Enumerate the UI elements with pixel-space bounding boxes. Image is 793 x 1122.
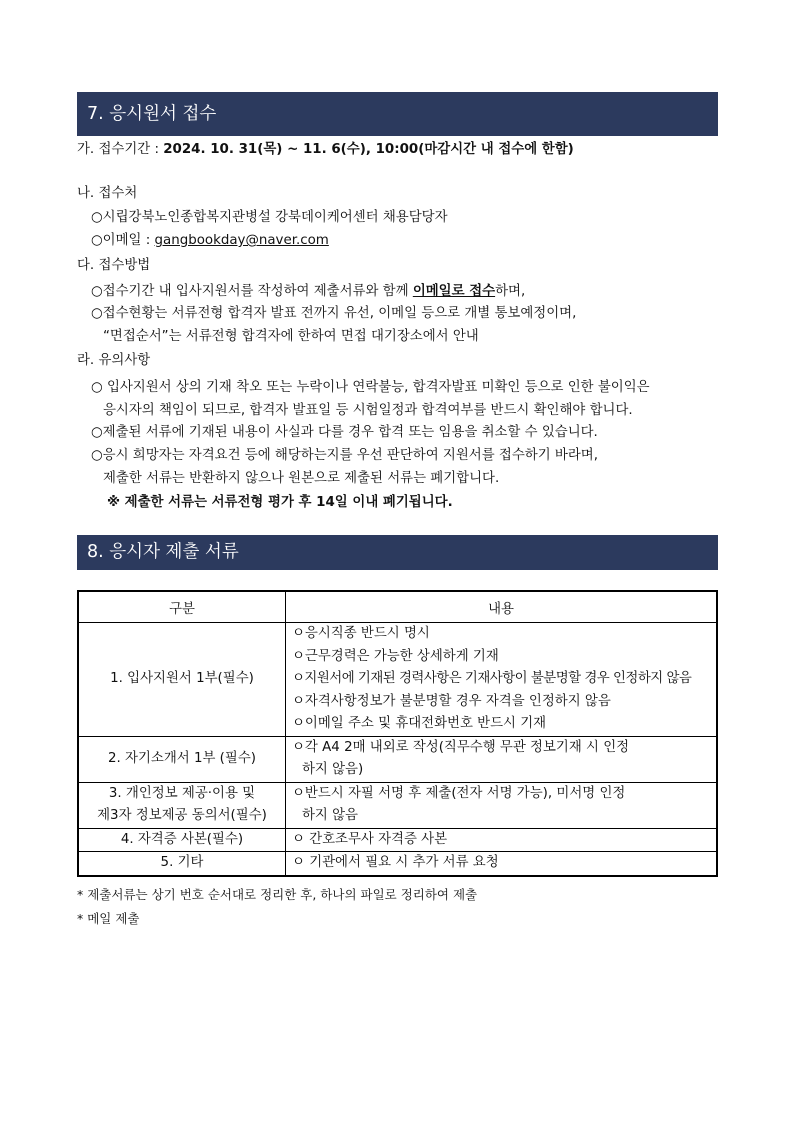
category-text: 5. 기타: [160, 855, 204, 870]
row-content: [286, 852, 718, 876]
method-line-3: “면접순서”는 서류전형 합격자에 한하여 면접 대기장소에서 안내: [103, 329, 479, 344]
documents-table: [77, 590, 718, 877]
table-row: [78, 782, 717, 828]
row-category: [78, 828, 286, 852]
content-line: 하지 않음: [302, 808, 358, 823]
content-line: ㅇ 기관에서 필요 시 추가 서류 요청: [292, 855, 499, 870]
category-text: 4. 자격증 사본(필수): [120, 831, 244, 847]
row-content: [286, 736, 718, 782]
method-heading: 다. 접수방법: [77, 258, 151, 273]
method-line-1-suffix: 하며,: [495, 284, 526, 299]
method-line-1-emphasis: 이메일로 접수: [412, 284, 496, 299]
content-line: ㅇ각 A4 2매 내외로 작성(직무수행 무관 정보기재 시 인정: [292, 739, 630, 755]
row-content: [286, 828, 718, 852]
method-line-1-prefix: ○접수기간 내 입사지원서를 작성하여 제출서류와 함께: [91, 284, 413, 299]
application-period: [77, 140, 574, 159]
content-line: 하지 않음): [302, 762, 364, 777]
footnote-2: * 메일 제출: [77, 911, 140, 926]
content-line: ㅇ근무경력은 가능한 상세하게 기재: [292, 648, 499, 664]
row-category: [78, 623, 286, 737]
notes-line-3: ○제출된 서류에 기재된 내용이 사실과 다를 경우 합격 또는 임용을 취소할 수 있습니다.: [91, 425, 598, 440]
content-line: ㅇ응시직종 반드시 명시: [292, 626, 430, 641]
category-text: 3. 개인정보 제공·이용 및: [108, 785, 256, 801]
table-row: [78, 828, 717, 852]
section-8-header: 8. 응시자 제출 서류: [77, 535, 718, 570]
table-row: [78, 623, 717, 737]
method-line-1: [91, 282, 525, 301]
application-period-value: 2024. 10. 31(목) ~ 11. 6(수), 10:00(마감시간 내 접수에 한함): [163, 142, 574, 157]
table-row: [78, 852, 717, 876]
email-link[interactable]: gangbookday@naver.com: [154, 233, 329, 248]
content-line: ㅇ반드시 자필 서명 후 제출(전자 서명 가능), 미서명 인정: [292, 785, 626, 801]
category-text: 2. 자기소개서 1부 (필수): [108, 750, 256, 766]
table-row: [78, 736, 717, 782]
table-header-category: 구분: [78, 591, 286, 623]
content-line: ㅇ 간호조무사 자격증 사본: [292, 831, 448, 847]
table-header-content: 내용: [286, 591, 718, 623]
row-category: [78, 782, 286, 828]
notes-line-4: ○응시 희망자는 자격요건 등에 해당하는지를 우선 판단하여 지원서를 접수하기 바라며,: [91, 448, 598, 463]
notes-line-2: 응시자의 책임이 되므로, 합격자 발표일 등 시험일정과 합격여부를 반드시 확인해야 합니다.: [103, 403, 633, 418]
footnote-1: * 제출서류는 상기 번호 순서대로 정리한 후, 하나의 파일로 정리하여 제출: [77, 887, 478, 902]
notes-line-1: ○ 입사지원서 상의 기재 착오 또는 누락이나 연락불능, 합격자발표 미확인 등으로 인한 불이익은: [91, 380, 650, 395]
row-category: [78, 852, 286, 876]
row-content: [286, 623, 718, 737]
notes-line-6: ※ 제출한 서류는 서류전형 평가 후 14일 이내 폐기됩니다.: [107, 495, 453, 510]
content-line: ㅇ자격사항정보가 불분명할 경우 자격을 인정하지 않음: [292, 693, 611, 709]
section-7-header: 7. 응시원서 접수: [77, 92, 718, 136]
category-text: 1. 입사지원서 1부(필수): [110, 671, 254, 686]
recipient-line: ○시립강북노인종합복지관병설 강북데이케어센터 채용담당자: [91, 210, 448, 225]
application-period-label: 가. 접수기간 :: [77, 142, 164, 157]
content-line: ㅇ이메일 주소 및 휴대전화번호 반드시 기재: [292, 716, 547, 731]
table-header-row: [78, 591, 717, 623]
recipient-heading: 나. 접수처: [77, 186, 138, 201]
row-content: [286, 782, 718, 828]
content-line: ㅇ지원서에 기재된 경력사항은 기재사항이 불분명할 경우 인정하지 않음: [292, 671, 692, 686]
category-text: 제3자 정보제공 동의서(필수): [97, 808, 267, 823]
email-label: ○이메일 :: [91, 233, 155, 248]
row-category: [78, 736, 286, 782]
method-line-2: ○접수현황는 서류전형 합격자 발표 전까지 유선, 이메일 등으로 개별 통보예정이며,: [91, 306, 577, 321]
email-line: [91, 231, 329, 250]
notes-line-5: 제출한 서류는 반환하지 않으나 원본으로 제출된 서류는 폐기합니다.: [103, 471, 500, 486]
notes-heading: 라. 유의사항: [77, 353, 151, 368]
